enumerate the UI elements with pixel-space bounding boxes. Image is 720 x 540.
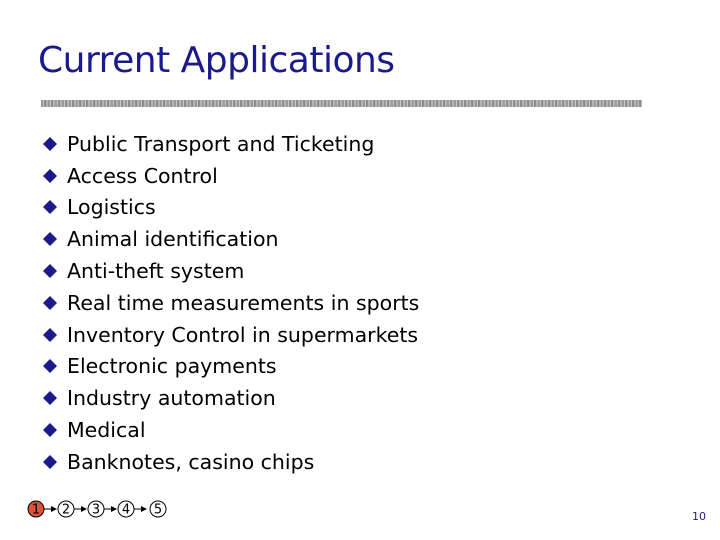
bullet-text: Medical — [67, 418, 146, 443]
bullet-item — [42, 382, 419, 414]
diamond-icon — [42, 358, 58, 374]
bullet-item — [42, 319, 419, 351]
step-1-button[interactable] — [28, 501, 44, 518]
bullet-text: Logistics — [67, 195, 156, 220]
title-divider — [41, 100, 642, 107]
bullet-item — [42, 192, 419, 224]
step-navigation — [27, 498, 177, 522]
bullet-item — [42, 128, 419, 160]
slide-title: Current Applications — [38, 40, 395, 81]
diamond-icon — [42, 454, 58, 470]
diamond-icon — [42, 136, 58, 152]
bullet-text: Electronic payments — [67, 354, 277, 379]
bullet-text: Public Transport and Ticketing — [67, 131, 375, 156]
diamond-icon — [42, 422, 58, 438]
step-4-button[interactable] — [118, 501, 134, 518]
bullet-item — [42, 223, 419, 255]
diamond-icon — [42, 263, 58, 279]
step-5-label: 5 — [153, 502, 163, 518]
diamond-icon — [42, 327, 58, 343]
step-1-label: 1 — [31, 502, 41, 518]
diamond-icon — [42, 168, 58, 184]
step-4-label: 4 — [121, 502, 131, 518]
bullet-list — [42, 128, 419, 478]
diamond-icon — [42, 231, 58, 247]
bullet-text: Inventory Control in supermarkets — [67, 322, 419, 347]
diamond-icon — [42, 390, 58, 406]
step-2-label: 2 — [61, 502, 71, 518]
step-5-button[interactable] — [150, 501, 166, 518]
page-number: 10 — [692, 510, 706, 523]
diamond-icon — [42, 199, 58, 215]
step-3-label: 3 — [91, 502, 101, 518]
bullet-item — [42, 255, 419, 287]
bullet-text: Banknotes, casino chips — [67, 449, 315, 474]
bullet-text: Animal identification — [67, 227, 279, 252]
bullet-item — [42, 446, 419, 478]
step-2-button[interactable] — [58, 501, 74, 518]
bullet-text: Anti-theft system — [67, 259, 245, 284]
bullet-text: Access Control — [67, 163, 218, 188]
bullet-item — [42, 351, 419, 383]
step-3-button[interactable] — [88, 501, 104, 518]
bullet-item — [42, 160, 419, 192]
bullet-text: Industry automation — [67, 386, 276, 411]
diamond-icon — [42, 295, 58, 311]
bullet-text: Real time measurements in sports — [67, 290, 420, 315]
bullet-item — [42, 414, 419, 446]
bullet-item — [42, 287, 419, 319]
